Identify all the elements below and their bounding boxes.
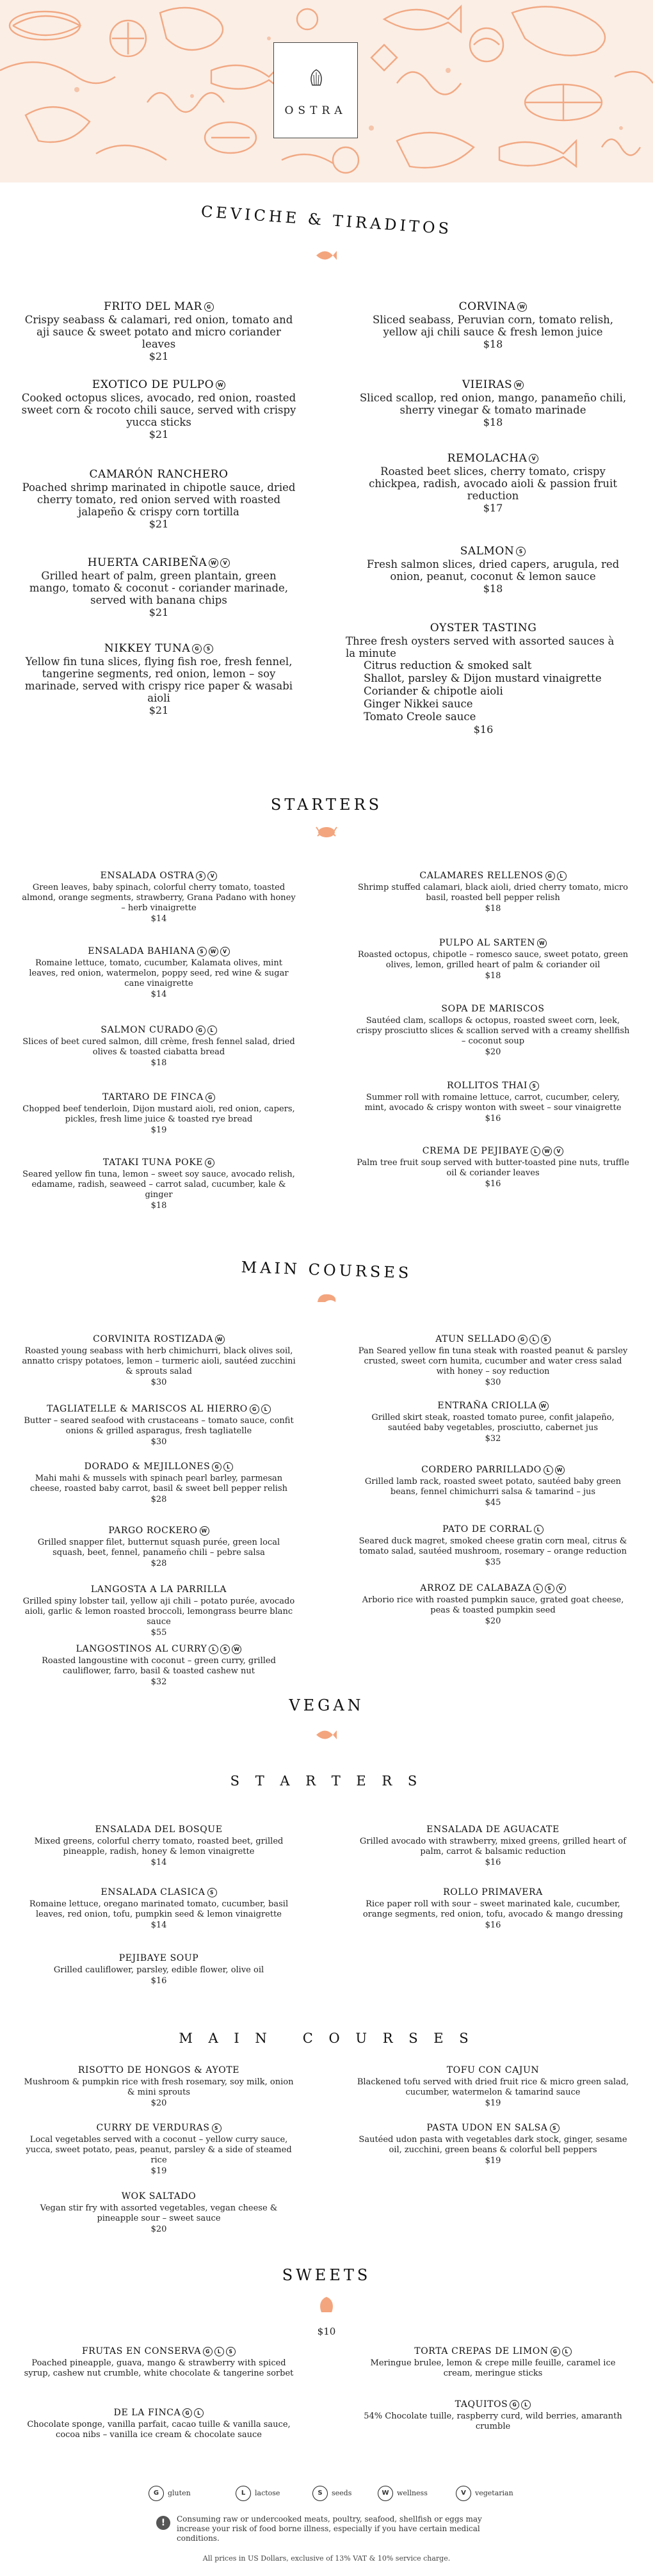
menu-item-name: OYSTER TASTING bbox=[430, 622, 537, 634]
menu-item-price: $16 bbox=[485, 1920, 501, 1930]
menu-item-name: HUERTA CARIBEÑA W V bbox=[21, 556, 296, 570]
gluten-icon: G bbox=[149, 2486, 164, 2501]
menu-item-description: Sliced scallop, red onion, mango, panameño chili, sherry vinegar & tomato marinade bbox=[359, 392, 627, 416]
lactose-icon: L bbox=[194, 2408, 204, 2418]
menu-item-name: TOFU CON CAJUN bbox=[446, 2065, 540, 2075]
seeds-icon: S bbox=[204, 644, 213, 654]
menu-item-description: Rice paper roll with sour – sweet marinated kale, cucumber, orange segments, red onion, tofu, avocado & mango dressing bbox=[362, 1899, 624, 1919]
menu-item-name: CREMA DE PEJIBAYE L W V bbox=[355, 1144, 631, 1158]
menu-item-price: $32 bbox=[485, 1434, 501, 1444]
menu-item-description: Local vegetables served with a coconut – yellow curry sauce, yucca, sweet potato, peas, peanut, parsley & a side of steamed rice bbox=[26, 2135, 292, 2165]
vegan-starters-title: S T A R T E R S bbox=[230, 1773, 423, 1789]
section-title-sweets: SWEETS bbox=[282, 2266, 371, 2284]
lactose-icon: L bbox=[261, 1405, 271, 1414]
menu-item-description: Romaine lettuce, tomato, cucumber, Kalamata olives, mint leaves, red onion, watermelon, poppy seed, red wine & sugar cane vinaigrette bbox=[29, 958, 289, 988]
seeds-icon: S bbox=[312, 2486, 328, 2501]
lactose-icon: L bbox=[223, 1462, 233, 1472]
menu-item bbox=[355, 451, 631, 515]
menu-item bbox=[21, 1332, 296, 1389]
menu-item-name: ATUN SELLADO G L S bbox=[355, 1332, 631, 1346]
gluten-icon: G bbox=[510, 2400, 519, 2410]
lactose-icon: L bbox=[533, 1584, 543, 1593]
menu-item bbox=[21, 1090, 296, 1136]
menu-item-price: $32 bbox=[150, 1677, 167, 1687]
list-item: Ginger Nikkei sauce bbox=[364, 698, 473, 710]
menu-item-description: Sautéed clam, scallops & octopus, roasted sweet corn, leek, crispy prosciutto slices & scallion served with a creamy shellfish – coconut soup bbox=[356, 1016, 630, 1046]
wellness-icon: W bbox=[232, 1645, 241, 1654]
section-title-starters: STARTERS bbox=[270, 796, 383, 814]
menu-item-name: CORVINA W bbox=[355, 300, 631, 314]
menu-item-description: Mahi mahi & mussels with spinach pearl barley, parmesan cheese, roasted baby carrot, basil & sweet bell pepper relish bbox=[29, 1474, 288, 1493]
menu-item-name: PASTA UDON EN SALSA S bbox=[355, 2121, 631, 2135]
lactose-icon: L bbox=[236, 2486, 251, 2501]
menu-item-name: DE LA FINCA G L bbox=[21, 2406, 296, 2420]
menu-item-description: Cooked octopus slices, avocado, red onion, roasted sweet corn & rocoto chili sauce, served with crispy yucca sticks bbox=[21, 392, 296, 428]
menu-item-price: $28 bbox=[150, 1559, 167, 1568]
seeds-icon: S bbox=[196, 871, 206, 881]
hero-banner bbox=[0, 0, 653, 182]
seeds-icon: S bbox=[212, 2123, 222, 2133]
menu-item bbox=[355, 544, 631, 595]
menu-item bbox=[355, 936, 631, 982]
menu-item-name: CALAMARES RELLENOS G L bbox=[355, 869, 631, 883]
menu-item bbox=[355, 2063, 631, 2109]
menu-item bbox=[21, 1155, 296, 1212]
menu-item-name: CORVINITA ROSTIZADA W bbox=[21, 1332, 296, 1346]
menu-item-price: $18 bbox=[150, 1201, 167, 1211]
wellness-icon: W bbox=[378, 2486, 393, 2501]
menu-item-description: Poached shrimp marinated in chipotle sauce, dried cherry tomato, red onion served with roasted jalapeño & crispy corn tortilla bbox=[22, 481, 296, 518]
menu-item bbox=[21, 1823, 296, 1869]
sweets-price: $10 bbox=[317, 2326, 336, 2337]
menu-item bbox=[355, 2344, 631, 2379]
menu-item-name: NIKKEY TUNA G S bbox=[21, 641, 296, 656]
menu-item-description: 54% Chocolate tuille, raspberry curd, wild berries, amaranth crumble bbox=[364, 2411, 622, 2431]
menu-item bbox=[355, 300, 631, 351]
wellness-icon: W bbox=[555, 1465, 565, 1475]
warning-icon: ! bbox=[156, 2516, 170, 2530]
vegetarian-icon: V bbox=[456, 2486, 471, 2501]
menu-item-price: $19 bbox=[485, 2156, 501, 2166]
menu-item-price: $16 bbox=[485, 1858, 501, 1867]
menu-item-price: $55 bbox=[150, 1628, 167, 1638]
allergen-legend bbox=[0, 2486, 653, 2505]
gluten-icon: G bbox=[192, 644, 202, 654]
lactose-icon: L bbox=[534, 1525, 544, 1534]
menu-item bbox=[355, 2121, 631, 2167]
menu-item-price: $16 bbox=[150, 1976, 167, 1986]
menu-item-description: Sliced seabass, Peruvian corn, tomato relish, yellow aji chili sauce & fresh lemon juice bbox=[372, 314, 614, 338]
menu-item-name: CAMARÓN RANCHERO bbox=[89, 468, 229, 481]
menu-item-description: Seared duck magret, smoked cheese gratin corn meal, citrus & tomato salad, sautéed mushroom, rosemary – orange reduction bbox=[359, 1536, 627, 1556]
menu-item-price: $21 bbox=[149, 428, 169, 440]
shell-decoration-icon bbox=[315, 2296, 338, 2314]
menu-item-name: ENSALADA DEL BOSQUE bbox=[95, 1824, 223, 1835]
menu-item-name: TAGLIATELLE & MARISCOS AL HIERRO G L bbox=[21, 1402, 296, 1416]
menu-item-name: ARROZ DE CALABAZA L S V bbox=[355, 1581, 631, 1595]
menu-item-description: Chopped beef tenderloin, Dijon mustard aioli, red onion, capers, pickles, fresh lime juice & toasted rye bread bbox=[22, 1104, 295, 1124]
menu-item-description: Fresh salmon slices, dried capers, arugula, red onion, peanut, coconut & lemon sauce bbox=[366, 558, 620, 583]
wellness-icon: W bbox=[517, 302, 527, 312]
menu-item-description: Blackened tofu served with dried fruit rice & micro green salad, cucumber, watermelon & tamarind sauce bbox=[357, 2077, 629, 2097]
menu-item-name: ENSALADA OSTRA S V bbox=[21, 869, 296, 883]
menu-item-name: ENSALADA CLASICA S bbox=[21, 1885, 296, 1899]
menu-item bbox=[355, 1823, 631, 1869]
menu-item-name: WOK SALTADO bbox=[121, 2191, 197, 2202]
menu-item-name: PEJIBAYE SOUP bbox=[118, 1953, 199, 1963]
menu-item-name: TARTARO DE FINCA G bbox=[21, 1090, 296, 1104]
menu-item-description: Palm tree fruit soup served with butter-toasted pine nuts, truffle oil & coriander leaves bbox=[357, 1158, 629, 1178]
menu-item bbox=[21, 1023, 296, 1069]
wellness-icon: W bbox=[539, 1401, 549, 1411]
menu-item-description: Grilled spiny lobster tail, yellow aji chili – potato purée, avocado aioli, garlic & lemon roasted broccoli, lemongrass beurre blanc sauce bbox=[22, 1597, 295, 1627]
menu-item bbox=[21, 2406, 296, 2440]
gluten-icon: G bbox=[551, 2347, 560, 2356]
menu-item-name: PARGO ROCKERO W bbox=[21, 1524, 296, 1538]
vegetarian-icon: V bbox=[554, 1147, 563, 1156]
menu-item-name: REMOLACHA V bbox=[355, 451, 631, 465]
list-item: Shallot, parsley & Dijon mustard vinaigrette bbox=[364, 672, 602, 684]
menu-item-description: Roasted beet slices, cherry tomato, crispy chickpea, radish, avocado aioli & passion fruit reduction bbox=[369, 465, 617, 502]
fish-decoration-icon bbox=[315, 247, 338, 264]
menu-item bbox=[355, 378, 631, 429]
vegetarian-icon: V bbox=[207, 871, 217, 881]
wellness-icon: W bbox=[209, 558, 218, 568]
logo bbox=[273, 42, 358, 138]
menu-item bbox=[355, 1522, 631, 1568]
lactose-icon: L bbox=[562, 2347, 572, 2356]
menu-item-description: Mushroom & pumpkin rice with fresh rosemary, soy milk, onion & mini sprouts bbox=[24, 2077, 294, 2097]
menu-item-description: Grilled lamb rack, roasted sweet potato, sautéed baby green beans, fennel chimichurri salsa & tamarind – jus bbox=[364, 1477, 622, 1497]
list-item: Tomato Creole sauce bbox=[364, 711, 476, 723]
menu-item bbox=[21, 1402, 296, 1448]
menu-item-price: $30 bbox=[150, 1378, 167, 1387]
menu-item-description: Butter – seared seafood with crustaceans – tomato sauce, confit onions & grilled asparagus, fresh tagliatelle bbox=[24, 1416, 294, 1436]
menu-item-price: $16 bbox=[485, 1179, 501, 1189]
menu-item-price: $21 bbox=[149, 606, 169, 618]
menu-item-description: Summer roll with romaine lettuce, carrot, cucumber, celery, mint, avocado & crispy wonton with sweet – sour vinaigrette bbox=[364, 1093, 622, 1113]
menu-item bbox=[21, 1582, 296, 1639]
seeds-icon: S bbox=[516, 547, 526, 556]
menu-item-name: CORDERO PARRILLADO L W bbox=[355, 1463, 631, 1477]
menu-item bbox=[21, 869, 296, 925]
menu-item-name: ENSALADA BAHIANA S W V bbox=[21, 944, 296, 958]
lactose-icon: L bbox=[557, 871, 567, 881]
menu-item-description: Yellow fin tuna slices, flying fish roe, fresh fennel, tangerine segments, red onion, lemon – soy marinade, served with crispy rice paper & wasabi aioli bbox=[24, 656, 293, 704]
menu-item-price: $20 bbox=[485, 1616, 501, 1626]
menu-item-price: $21 bbox=[149, 518, 169, 530]
menu-item-name: SOPA DE MARISCOS bbox=[441, 1004, 545, 1014]
menu-item-description: Roasted octopus, chipotle – romesco sauce, sweet potato, green olives, lemon, grilled heart of palm & coriander oil bbox=[357, 950, 629, 970]
gluten-icon: G bbox=[206, 1093, 215, 1102]
legend-seeds: S seeds bbox=[312, 2486, 351, 2501]
lactose-icon: L bbox=[209, 1645, 218, 1654]
section-title-vegan: VEGAN bbox=[289, 1696, 364, 1714]
menu-item-price: $14 bbox=[150, 1920, 167, 1930]
vegetarian-icon: V bbox=[220, 558, 230, 568]
menu-item-name: EXOTICO DE PULPO W bbox=[21, 378, 296, 392]
menu-item-price: $19 bbox=[485, 2098, 501, 2108]
menu-item bbox=[355, 2397, 631, 2432]
menu-item-description: Grilled heart of palm, green plantain, green mango, tomato & coconut - coriander marinade, served with banana chips bbox=[29, 570, 289, 606]
seeds-icon: S bbox=[529, 1081, 539, 1091]
menu-item bbox=[355, 869, 631, 915]
menu-item bbox=[355, 1332, 631, 1389]
seeds-icon: S bbox=[220, 1645, 230, 1654]
vegetarian-icon: V bbox=[529, 454, 538, 463]
menu-item-price: $19 bbox=[150, 2166, 167, 2176]
menu-item bbox=[355, 1399, 631, 1445]
menu-item-price: $18 bbox=[483, 416, 503, 428]
menu-item bbox=[21, 378, 296, 441]
gluten-icon: G bbox=[518, 1335, 528, 1344]
menu-item bbox=[355, 1463, 631, 1509]
menu-item-name: FRITO DEL MAR G bbox=[21, 300, 296, 314]
food-safety-warning: ! Consuming raw or undercooked meats, poultry, seafood, shellfish or eggs may increase your risk of food borne illness, especially if you have certain medical conditions. bbox=[156, 2515, 515, 2543]
menu-item-description: Roasted langoustine with coconut – green curry, grilled cauliflower, farro, basil & toasted cashew nut bbox=[42, 1656, 276, 1676]
menu-item-description: Vegan stir fry with assorted vegetables, vegan cheese & pineapple sour – sweet sauce bbox=[40, 2203, 278, 2223]
menu-item-description: Grilled snapper filet, butternut squash purée, green local squash, beet, fennel, panameño chili – pebre salsa bbox=[37, 1538, 280, 1558]
lactose-icon: L bbox=[214, 2347, 224, 2356]
menu-item-description: Pan Seared yellow fin tuna steak with roasted peanut & parsley crusted, sweet corn humita, cucumber and water cress salad with honey – soy reduction bbox=[358, 1346, 628, 1376]
menu-item-name: DORADO & MEJILLONES G L bbox=[21, 1460, 296, 1474]
vegan-main-title: M A I N C O U R S E S bbox=[179, 2031, 474, 2046]
menu-item-description: Roasted young seabass with herb chimichurri, black olives soil, annatto crispy potatoes, lemon – turmeric aioli, sautéed zucchini & sprouts salad bbox=[22, 1346, 296, 1376]
oyster-sauce-list bbox=[346, 659, 621, 723]
legend-vegetarian: V vegetarian bbox=[456, 2486, 513, 2501]
shrimp-decoration-icon bbox=[314, 1291, 339, 1307]
menu-item-description: Three fresh oysters served with assorted sauces à la minute bbox=[346, 635, 615, 659]
menu-item-price: $14 bbox=[150, 990, 167, 999]
menu-item bbox=[21, 2189, 296, 2235]
legend-wellness: W wellness bbox=[378, 2486, 428, 2501]
menu-item-name: LANGOSTA A LA PARRILLA bbox=[90, 1584, 227, 1595]
menu-item bbox=[355, 1581, 631, 1627]
menu-item-price: $20 bbox=[485, 1047, 501, 1057]
menu-item-name: LANGOSTINOS AL CURRY L S W bbox=[21, 1642, 296, 1656]
menu-item-price: $28 bbox=[150, 1495, 167, 1504]
menu-item bbox=[346, 621, 621, 736]
gluten-icon: G bbox=[204, 302, 214, 312]
menu-item-price: $21 bbox=[149, 350, 169, 362]
menu-item bbox=[21, 944, 296, 1001]
menu-item-price: $18 bbox=[483, 338, 503, 350]
wellness-icon: W bbox=[514, 380, 524, 390]
menu-item bbox=[21, 2121, 296, 2177]
menu-item-price: $17 bbox=[483, 502, 503, 514]
lactose-icon: L bbox=[529, 1335, 539, 1344]
menu-item-description: Seared yellow fin tuna, lemon – sweet soy sauce, avocado relish, edamame, radish, seaweed – carrot salad, cucumber, kale & ginger bbox=[22, 1170, 295, 1200]
wellness-icon: W bbox=[200, 1526, 209, 1536]
lactose-icon: L bbox=[531, 1147, 540, 1156]
menu-item bbox=[21, 1642, 296, 1688]
section-title-ceviche: CEVICHE & TIRADITOS bbox=[200, 202, 453, 238]
leaf-decoration-icon bbox=[315, 1727, 338, 1743]
menu-item-price: $20 bbox=[150, 2225, 167, 2234]
menu-item bbox=[21, 1951, 296, 1987]
menu-item-name: ENSALADA DE AGUACATE bbox=[426, 1824, 560, 1835]
wellness-icon: W bbox=[537, 938, 547, 948]
lactose-icon: L bbox=[207, 1026, 217, 1035]
menu-item-description: Arborio rice with roasted pumpkin sauce, grated goat cheese, peas & toasted pumpkin seed bbox=[362, 1595, 624, 1615]
menu-item-price: $30 bbox=[150, 1437, 167, 1447]
brand-name: OSTRA bbox=[284, 104, 347, 117]
menu-item-name: PATO DE CORRAL L bbox=[355, 1522, 631, 1536]
menu-item-name: RISOTTO DE HONGOS & AYOTE bbox=[77, 2065, 240, 2075]
menu-item-price: $21 bbox=[149, 704, 169, 716]
menu-item-price: $18 bbox=[485, 971, 501, 981]
legend-gluten: G gluten bbox=[149, 2486, 191, 2501]
menu-item-name: TATAKI TUNA POKE G bbox=[21, 1155, 296, 1170]
legend-lactose: L lactose bbox=[236, 2486, 280, 2501]
menu-item-name: VIEIRAS W bbox=[355, 378, 631, 392]
menu-item-price: $14 bbox=[150, 1858, 167, 1867]
gluten-icon: G bbox=[545, 871, 555, 881]
vegetarian-icon: V bbox=[220, 947, 230, 956]
menu-item-description: Chocolate sponge, vanilla parfait, cacao tuille & vanilla sauce, cocoa nibs – vanilla ice cream & chocolate sauce bbox=[27, 2420, 291, 2440]
menu-item bbox=[21, 467, 296, 531]
menu-item-description: Grilled cauliflower, parsley, edible flower, olive oil bbox=[53, 1965, 264, 1975]
menu-item bbox=[355, 1002, 631, 1058]
menu-item-description: Romaine lettuce, oregano marinated tomato, cucumber, basil leaves, red onion, tofu, pumpkin seed & lemon vinaigrette bbox=[29, 1899, 289, 1919]
menu-item-name: ROLLO PRIMAVERA bbox=[443, 1887, 543, 1897]
menu-item bbox=[21, 556, 296, 619]
menu-item-price: $18 bbox=[483, 583, 503, 595]
menu-item-price: $16 bbox=[473, 723, 494, 736]
menu-item-name: ROLLITOS THAI S bbox=[355, 1079, 631, 1093]
menu-item-description: Poached pineapple, guava, mango & strawberry with spiced syrup, cashew nut crumble, white chocolate & tangerine sorbet bbox=[24, 2358, 294, 2378]
menu-item bbox=[21, 2344, 296, 2379]
menu-item-price: $45 bbox=[485, 1498, 501, 1508]
crab-decoration-icon bbox=[314, 823, 339, 840]
menu-item-name: SALMON CURADO G L bbox=[21, 1023, 296, 1037]
menu-item bbox=[21, 1460, 296, 1506]
seeds-icon: S bbox=[541, 1335, 551, 1344]
menu-item-name: TAQUITOS G L bbox=[355, 2397, 631, 2411]
price-footnote: All prices in US Dollars, exclusive of 13% VAT & 10% service charge. bbox=[202, 2554, 451, 2563]
list-item: Citrus reduction & smoked salt bbox=[364, 659, 532, 672]
menu-item bbox=[21, 641, 296, 717]
menu-item-price: $30 bbox=[485, 1378, 501, 1387]
gluten-icon: G bbox=[196, 1026, 206, 1035]
gluten-icon: G bbox=[182, 2408, 192, 2418]
wellness-icon: W bbox=[209, 947, 218, 956]
menu-item-price: $14 bbox=[150, 914, 167, 924]
menu-item-name: ENTRAÑA CRIOLLA W bbox=[355, 1399, 631, 1413]
menu-item-price: $20 bbox=[150, 2098, 167, 2108]
menu-item-price: $35 bbox=[485, 1558, 501, 1567]
menu-item-name: FRUTAS EN CONSERVA G L S bbox=[21, 2344, 296, 2358]
seeds-icon: S bbox=[207, 1888, 217, 1897]
menu-item-price: $18 bbox=[150, 1058, 167, 1068]
gluten-icon: G bbox=[203, 2347, 213, 2356]
menu-item-description: Meringue brulee, lemon & crepe mille feuille, caramel ice cream, meringue sticks bbox=[370, 2358, 616, 2378]
menu-item-name: PULPO AL SARTEN W bbox=[355, 936, 631, 950]
menu-item-description: Crispy seabass & calamari, red onion, tomato and aji sauce & sweet potato and micro coriander leaves bbox=[24, 314, 293, 350]
shell-icon bbox=[309, 68, 324, 88]
gluten-icon: G bbox=[205, 1158, 214, 1168]
lactose-icon: L bbox=[544, 1465, 553, 1475]
seeds-icon: S bbox=[545, 1584, 554, 1593]
menu-item-description: Green leaves, baby spinach, colorful cherry tomato, toasted almond, orange segments, strawberry, Grana Padano with honey – herb vinaigrette bbox=[22, 883, 296, 913]
menu-item bbox=[355, 1144, 631, 1190]
lactose-icon: L bbox=[521, 2400, 531, 2410]
wellness-icon: W bbox=[542, 1147, 552, 1156]
seeds-icon: S bbox=[226, 2347, 236, 2356]
menu-item bbox=[355, 1885, 631, 1931]
menu-item-price: $16 bbox=[485, 1114, 501, 1123]
menu-item-price: $18 bbox=[485, 904, 501, 914]
menu-item-name: SALMON S bbox=[355, 544, 631, 558]
menu-item bbox=[21, 1885, 296, 1931]
menu-item-price: $19 bbox=[150, 1125, 167, 1135]
menu-item-description: Sautéed udon pasta with vegetables dark stock, ginger, sesame oil, zucchini, green beans & colorful bell peppers bbox=[359, 2135, 627, 2155]
gluten-icon: G bbox=[250, 1405, 259, 1414]
menu-item-description: Mixed greens, colorful cherry tomato, roasted beet, grilled pineapple, radish, honey & lemon vinaigrette bbox=[34, 1837, 284, 1856]
wellness-icon: W bbox=[216, 380, 225, 390]
seeds-icon: S bbox=[197, 947, 207, 956]
menu-item-description: Grilled skirt steak, roasted tomato puree, confit jalapeño, sautéed baby vegetables, prosciutto, cabernet jus bbox=[371, 1413, 615, 1433]
gluten-icon: G bbox=[212, 1462, 222, 1472]
wellness-icon: W bbox=[215, 1335, 225, 1344]
menu-item-name: CURRY DE VERDURAS S bbox=[21, 2121, 296, 2135]
section-title-main-courses: MAIN COURSES bbox=[241, 1258, 412, 1282]
menu-item-description: Slices of beet cured salmon, dill crème, fresh fennel salad, dried olives & toasted ciabatta bread bbox=[22, 1037, 295, 1057]
menu-item-description: Shrimp stuffed calamari, black aioli, dried cherry tomato, micro basil, roasted bell pepper relish bbox=[358, 883, 628, 903]
menu-item bbox=[21, 2063, 296, 2109]
menu-item-name: TORTA CREPAS DE LIMON G L bbox=[355, 2344, 631, 2358]
seeds-icon: S bbox=[550, 2123, 560, 2133]
menu-item-description: Grilled avocado with strawberry, mixed greens, grilled heart of palm, carrot & balsamic reduction bbox=[359, 1837, 627, 1856]
menu-item bbox=[21, 300, 296, 363]
list-item: Coriander & chipotle aioli bbox=[364, 685, 503, 697]
menu-item bbox=[355, 1079, 631, 1125]
menu-item bbox=[21, 1524, 296, 1570]
vegetarian-icon: V bbox=[556, 1584, 566, 1593]
